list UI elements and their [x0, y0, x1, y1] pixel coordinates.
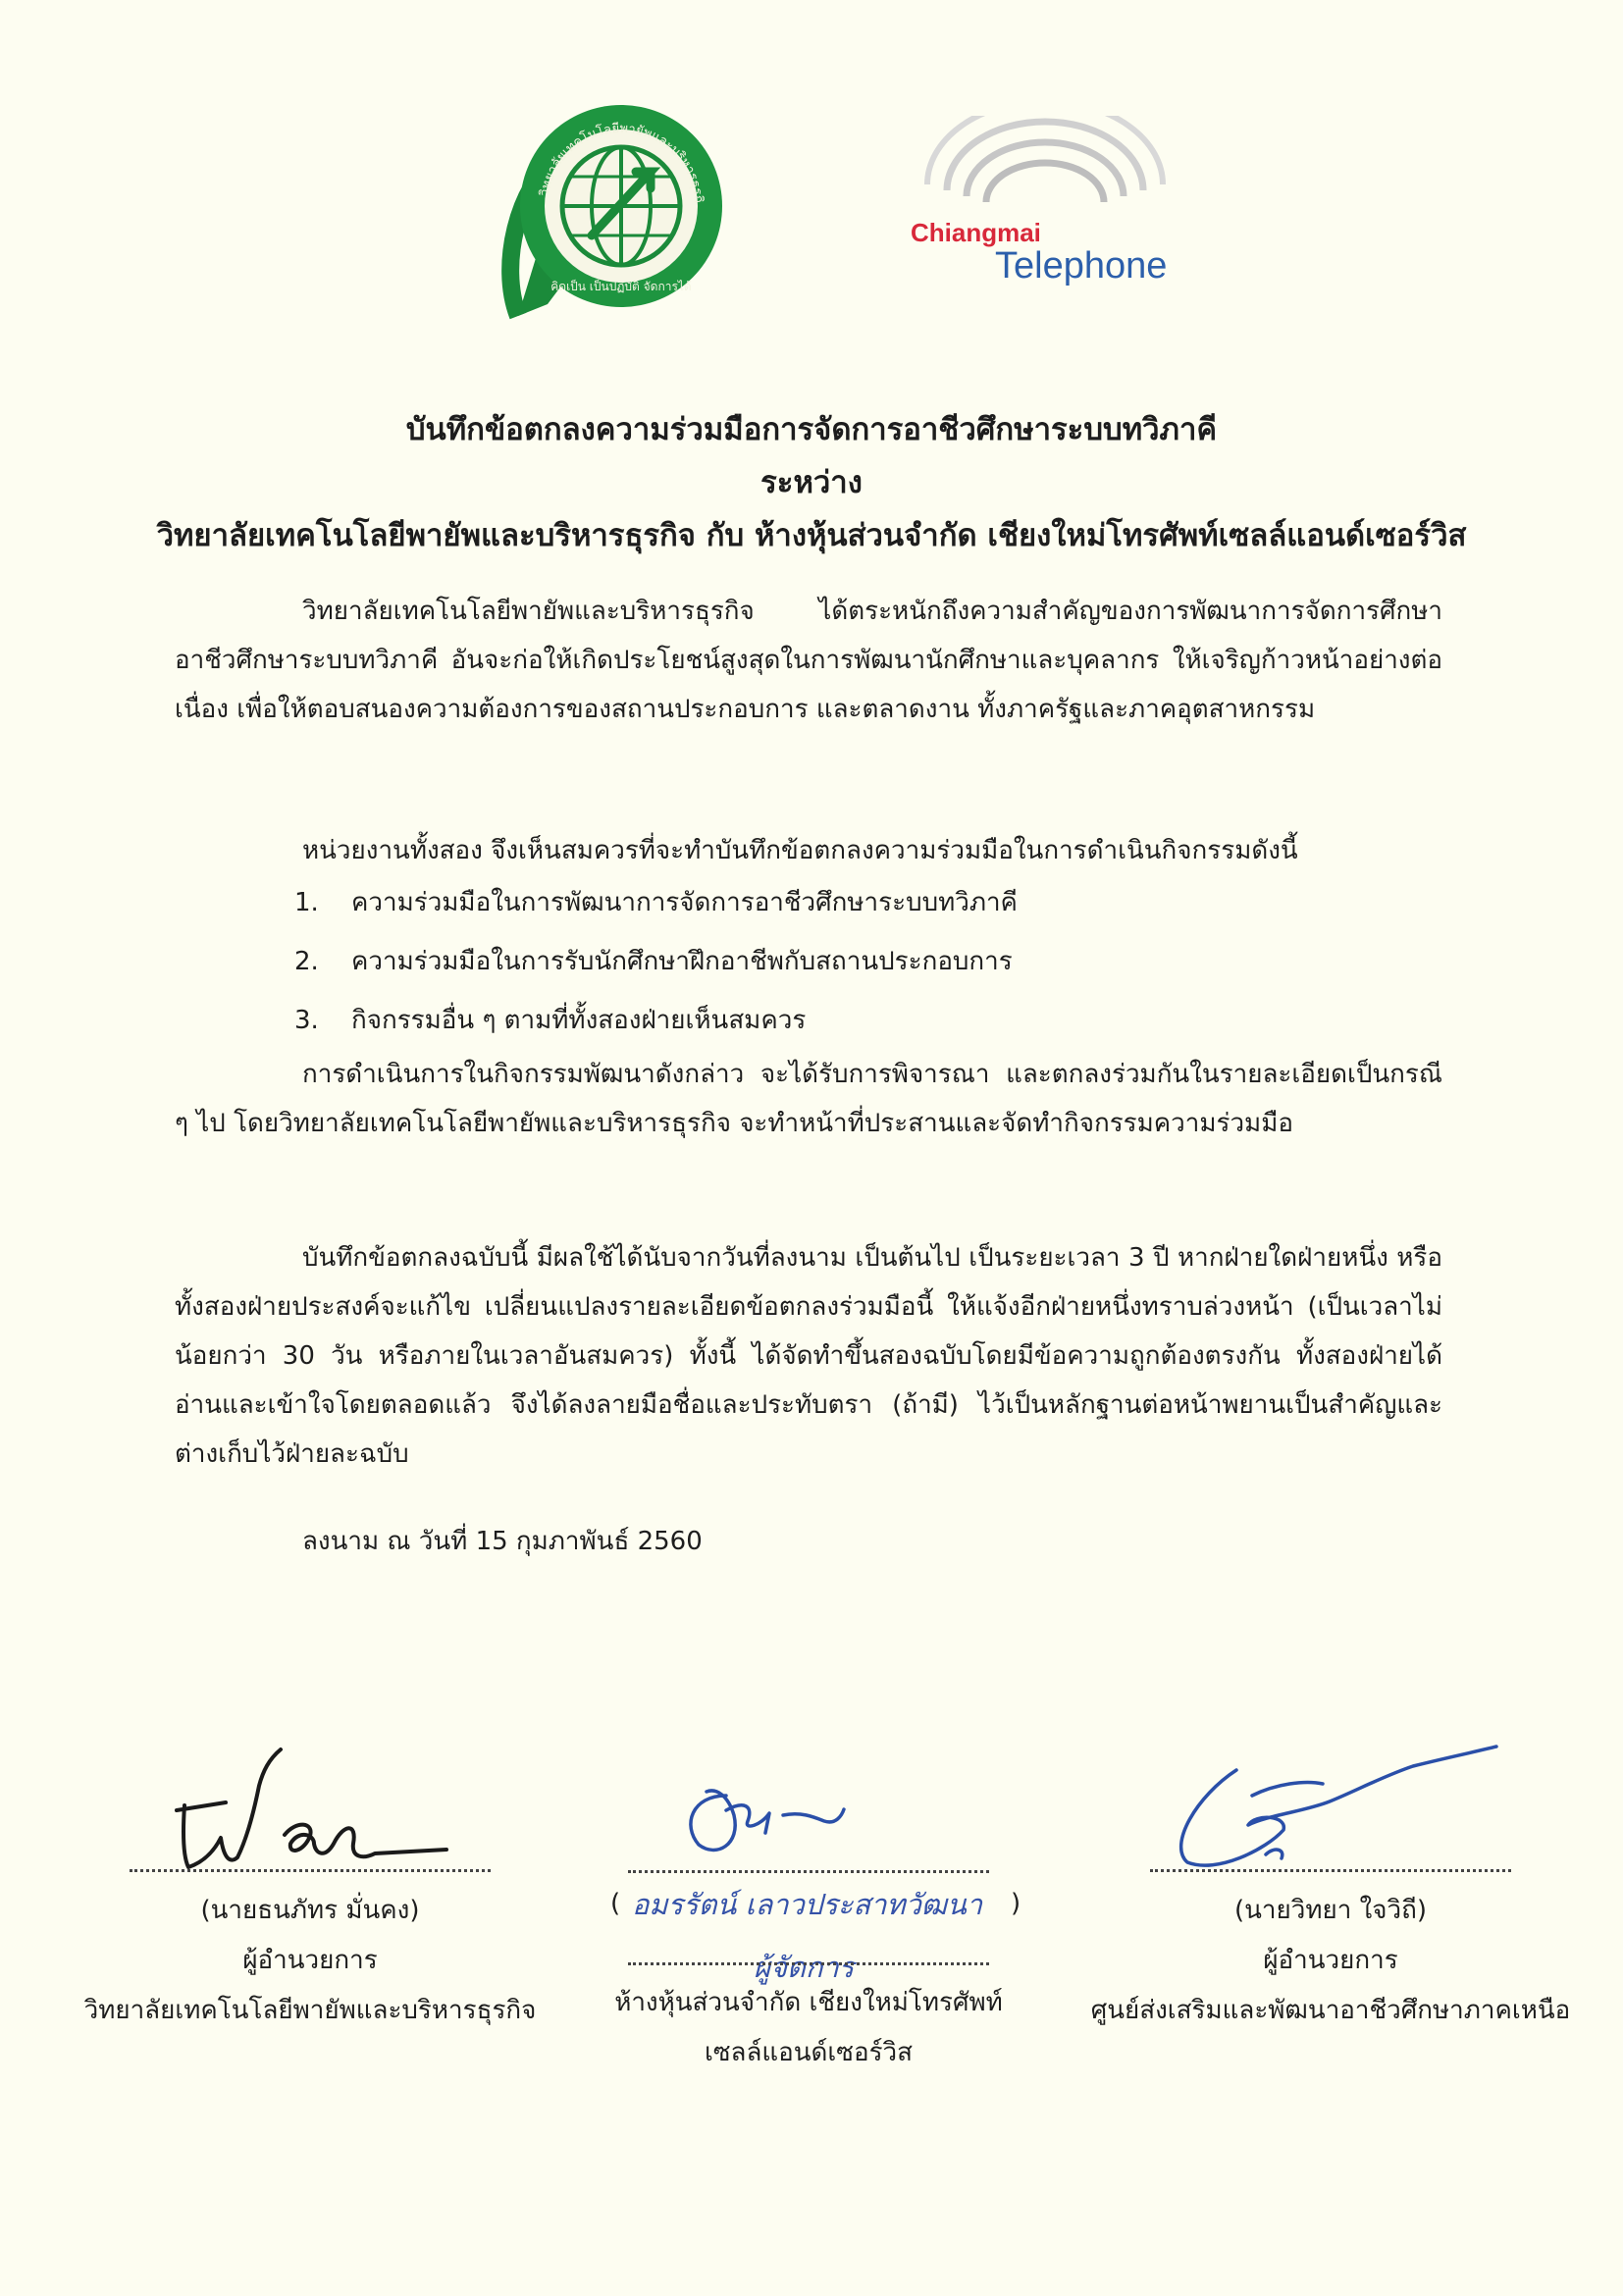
title-between: ระหว่าง [760, 465, 863, 500]
signature-line-right [1150, 1869, 1511, 1872]
handwritten-name: อมรรัตน์ เลาวประสาทวัฒนา [632, 1888, 983, 1921]
signature-left-scribble [167, 1742, 461, 1879]
paragraph-2: หน่วยงานทั้งสอง จึงเห็นสมควรที่จะทำบันทึกข้อตกลงความร่วมมือในการดำเนินกิจกรรมดังนี้ [302, 836, 1298, 865]
signer-org-middle-line1: ห้างหุ้นส่วนจำกัด เชียงใหม่โทรศัพท์ [614, 1988, 1003, 2017]
company-logo [893, 116, 1178, 302]
signature-right-scribble [1158, 1737, 1501, 1874]
paragraph-3: การดำเนินการในกิจกรรมพัฒนาดังกล่าว จะได้รับการพิจารณา และตกลงร่วมกันในรายละเอียดเป็นกรณี ๆ ไป โดยวิทยาลัยเทคโนโลยีพายัพและบริหารธุรกิจ จะทำหน้าที่ประสานและจัดทำกิจกรรมความร่วมมือ [175, 1060, 1442, 1138]
signature-block-right [1066, 1886, 1596, 2036]
signer-position-left: ผู้อำนวยการ [242, 1946, 378, 1975]
signature-line-left [130, 1869, 491, 1872]
college-seal-logo [479, 98, 734, 326]
signature-block-left [59, 1886, 561, 2036]
list-item: 1. ความร่วมมือในการพัฒนาการจัดการอาชีวศึกษาระบบทวิภาคี [294, 888, 1018, 917]
college-seal-ring-text: วิทยาลัยเทคโนโลยีพายัพและบริหารธุรกิ [537, 121, 707, 204]
signer-org-left: วิทยาลัยเทคโนโลยีพายัพและบริหารธุรกิจ [83, 1996, 537, 2025]
company-logo-line1: Chiangmai [911, 218, 1041, 247]
handwritten-position: ผู้จัดการ [754, 1951, 855, 1984]
position-line-middle [628, 1962, 989, 1965]
signature-block-middle [579, 1978, 1038, 2078]
document-title: บันทึกข้อตกลงความร่วมมือการจัดการอาชีวศึกษาระบบทวิภาคี [405, 412, 1218, 447]
list-item: 2. ความร่วมมือในการรับนักศึกษาฝึกอาชีพกับสถานประกอบการ [294, 947, 1013, 976]
middle-open-paren: ( [610, 1889, 621, 1918]
signer-name-left: (นายธนภัทร มั่นคง) [200, 1896, 420, 1925]
company-logo-line2: Telephone [995, 245, 1168, 287]
paragraph-4: บันทึกข้อตกลงฉบับนี้ มีผลใช้ได้นับจากวันที่ลงนาม เป็นต้นไป เป็นระยะเวลา 3 ปี หากฝ่ายใดฝ่ายหนึ่ง หรือทั้งสองฝ่ายประสงค์จะแก้ไข เปลี่ยนแปลงรายละเอียดข้อตกลงร่วมมือนี้ ให้แจ้งอีกฝ่ายหนึ่งทราบล่วงหน้า (เป็นเวลาไม่น้อยกว่า 30 วัน หรือภายในเวลาอันสมควร) ทั้งนี้ ได้จัดทำขึ้นสองฉบับโดยมีข้อความถูกต้องตรงกัน ทั้งสองฝ่ายได้อ่านและเข้าใจโดยตลอดแล้ว จึงได้ลงลายมือชื่อและประทับตรา (ถ้ามี) ไว้เป็นหลักฐานต่อหน้าพยานเป็นสำคัญและต่างเก็บไว้ฝ่ายละฉบับ [175, 1243, 1442, 1469]
middle-close-paren: ) [1011, 1889, 1021, 1918]
signing-date: ลงนาม ณ วันที่ 15 กุมภาพันธ์ 2560 [302, 1527, 703, 1556]
title-parties: วิทยาลัยเทคโนโลยีพายัพและบริหารธุรกิจ กับ ห้างหุ้นส่วนจำกัด เชียงใหม่โทรศัพท์เซลล์แอนด์เซอร์วิส [156, 518, 1467, 553]
paragraph-1: วิทยาลัยเทคโนโลยีพายัพและบริหารธุรกิจ ได้ตระหนักถึงความสำคัญของการพัฒนาการจัดการศึกษาอาชีวศึกษาระบบทวิภาคี อันจะก่อให้เกิดประโยชน์สูงสุดในการพัฒนานักศึกษาและบุคลากร ให้เจริญก้าวหน้าอย่างต่อเนื่อง เพื่อให้ตอบสนองความต้องการของสถานประกอบการ และตลาดงาน ทั้งภาครัฐและภาคอุตสาหกรรม [175, 597, 1442, 724]
signature-line-middle [628, 1870, 989, 1873]
signer-name-right: (นายวิทยา ใจวิถี) [1233, 1896, 1427, 1925]
signer-position-right: ผู้อำนวยการ [1263, 1946, 1398, 1975]
signer-org-right: ศูนย์ส่งเสริมและพัฒนาอาชีวศึกษาภาคเหนือ [1090, 1996, 1571, 2025]
activity-list [294, 873, 1018, 1050]
signature-middle-scribble [667, 1756, 913, 1864]
college-seal-motto: คิดเป็น เป็นปฏิบัติ จัดการได้ [550, 280, 692, 293]
signer-org-middle-line2: เซลล์แอนด์เซอร์วิส [704, 2038, 913, 2067]
list-item: 3. กิจกรรมอื่น ๆ ตามที่ทั้งสองฝ่ายเห็นสมควร [294, 1006, 807, 1035]
